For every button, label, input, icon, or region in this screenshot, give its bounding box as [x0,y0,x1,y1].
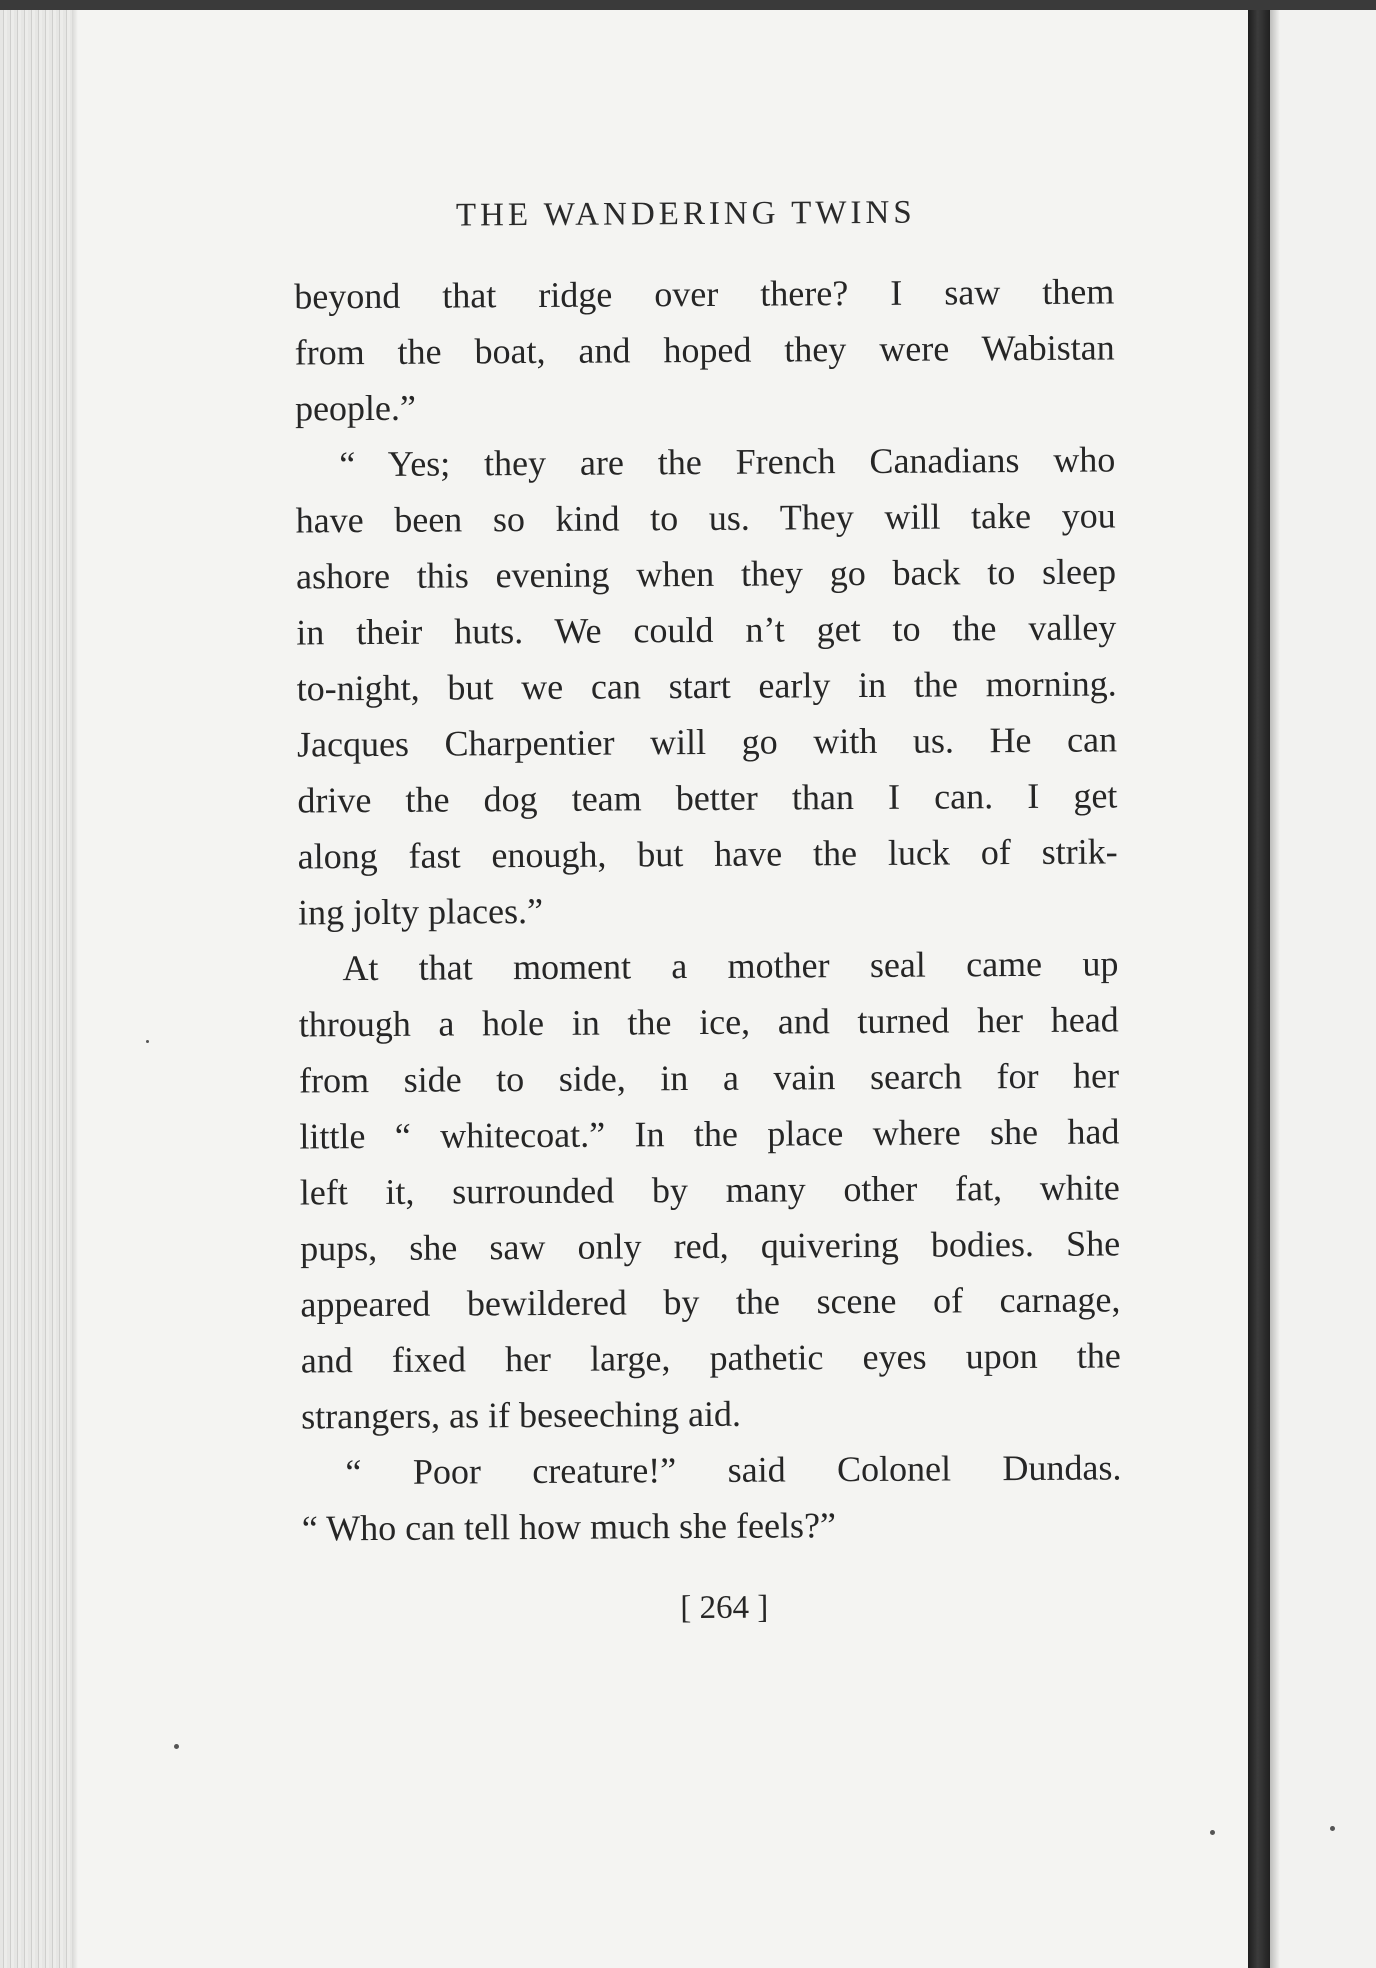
text-line: to-night, but we can start early in the morning. [296,663,1117,709]
running-head: THE WANDERING TWINS [455,194,916,234]
page-number: [ 264 ] [680,1589,769,1627]
text-line: from side to side, in a vain search for her [298,1055,1120,1101]
text-line: At that moment a mother seal came up [342,943,1119,989]
text-line: left it, surrounded by many other fat, white [299,1167,1120,1213]
text-line: along fast enough, but have the luck of strik- [297,831,1118,877]
text-line: Jacques Charpentier will go with us. He can [296,719,1118,765]
text-line: “ Who can tell how much she feels?” [301,1505,837,1549]
text-line: from the boat, and hoped they were Wabistan [294,327,1115,373]
text-line: people.” [294,387,417,429]
text-line: and fixed her large, pathetic eyes upon the [300,1335,1121,1381]
text-line: beyond that ridge over there? I saw them [294,271,1115,317]
text-line: ashore this evening when they go back to sleep [295,551,1117,597]
facing-page-shadow [1270,10,1280,1968]
facing-page-edge [1270,10,1376,1968]
text-line: “ Poor creature!” said Colonel Dundas. [345,1447,1122,1493]
text-line: little “ whitecoat.” In the place where she had [299,1111,1120,1157]
text-line: drive the dog team better than I can. I get [297,775,1118,821]
text-line: pups, she saw only red, quivering bodies. She [299,1223,1121,1269]
text-line: through a hole in the ice, and turned her head [298,999,1119,1045]
text-line: “ Yes; they are the French Canadians who [339,439,1116,485]
text-line: appeared bewildered by the scene of carnage, [300,1279,1121,1325]
text-line: strangers, as if beseeching aid. [301,1393,742,1437]
text-line: ing jolty places.” [297,890,544,933]
text-line: have been so kind to us. They will take you [295,495,1116,541]
text-line: in their huts. We could n’t get to the valley [296,607,1117,653]
scan-speck [1330,1826,1335,1831]
